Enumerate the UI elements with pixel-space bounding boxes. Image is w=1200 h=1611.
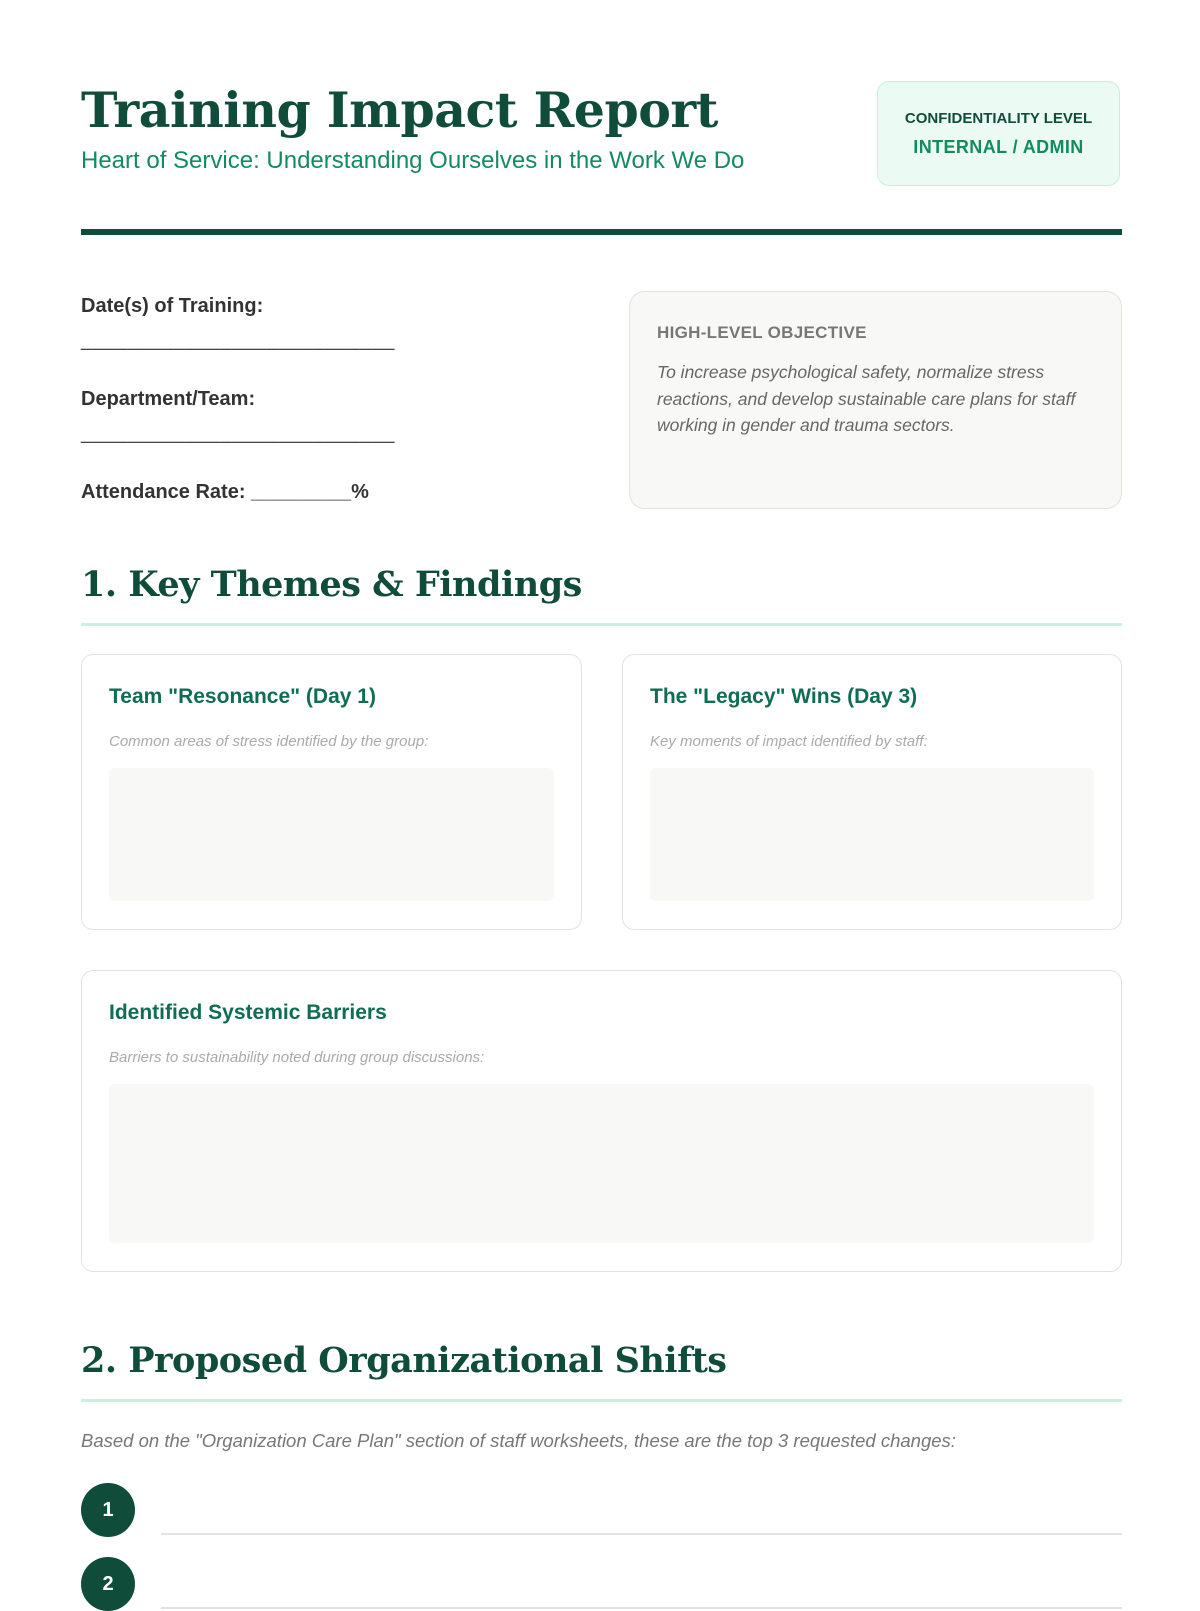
section-2-intro: Based on the "Organization Care Plan" section of staff worksheets, these are the top 3 requested changes: [81, 1430, 956, 1451]
confidentiality-label: CONFIDENTIALITY LEVEL [904, 110, 1093, 127]
dates-blank-field[interactable]: ___________________________ [81, 329, 395, 351]
card-title: The "Legacy" Wins (Day 3) [650, 685, 918, 708]
card-hint: Key moments of impact identified by staff: [650, 733, 928, 750]
card-hint: Barriers to sustainability noted during group discussions: [109, 1049, 485, 1066]
requested-change-item [81, 1557, 1122, 1611]
notes-area[interactable] [650, 768, 1094, 901]
answer-line[interactable] [161, 1533, 1122, 1535]
card-title: Team "Resonance" (Day 1) [109, 685, 376, 708]
section-1-divider [81, 623, 1122, 626]
card-legacy-wins [622, 654, 1122, 930]
attendance-rate-field[interactable]: Attendance Rate: _________% [81, 481, 369, 503]
section-2-title: 2. Proposed Organizational Shifts [81, 1340, 727, 1381]
section-1-title: 1. Key Themes & Findings [81, 564, 582, 605]
notes-area[interactable] [109, 1084, 1094, 1243]
report-header [81, 80, 1122, 190]
number-badge: 1 [81, 1483, 135, 1537]
section-2-divider [81, 1399, 1122, 1402]
confidentiality-value: INTERNAL / ADMIN [913, 137, 1084, 157]
department-blank-field[interactable]: ___________________________ [81, 422, 395, 444]
card-hint: Common areas of stress identified by the group: [109, 733, 429, 750]
number-badge: 2 [81, 1557, 135, 1611]
card-title: Identified Systemic Barriers [109, 1001, 387, 1024]
objective-label: HIGH-LEVEL OBJECTIVE [657, 323, 867, 342]
confidentiality-badge [877, 81, 1120, 186]
objective-text: To increase psychological safety, normalize stress reactions, and develop sustainable care plans for staff working in gender and trauma sectors. [657, 362, 1076, 435]
notes-area[interactable] [109, 768, 554, 901]
answer-line[interactable] [161, 1607, 1122, 1609]
report-subtitle: Heart of Service: Understanding Ourselves in the Work We Do [81, 147, 745, 174]
header-divider [81, 229, 1122, 235]
card-systemic-barriers [81, 970, 1122, 1272]
objective-panel [629, 291, 1122, 509]
card-team-resonance [81, 654, 582, 930]
report-title: Training Impact Report [81, 81, 718, 139]
dates-label: Date(s) of Training: [81, 295, 264, 317]
department-label: Department/Team: [81, 388, 256, 410]
requested-change-item [81, 1483, 1122, 1537]
